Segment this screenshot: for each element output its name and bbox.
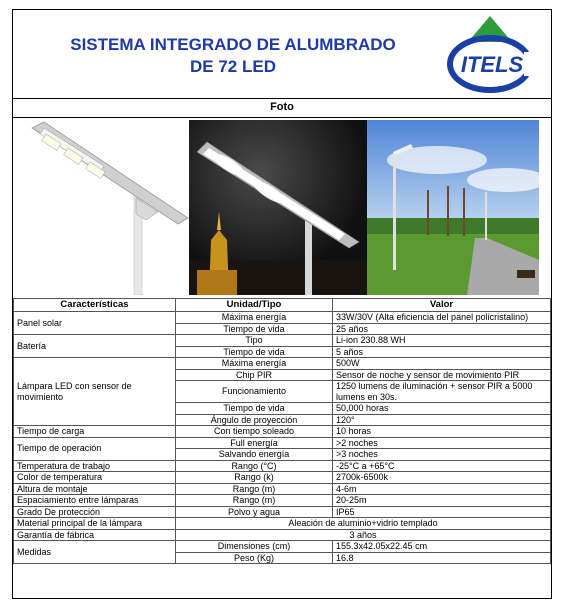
cell-value: Aleación de aluminio+vidrio templado: [176, 518, 551, 530]
cell-value: Sensor de noche y sensor de movimiento PIR: [333, 369, 551, 381]
cell-unit: Full energía: [176, 437, 333, 449]
lamp-night-photo: [189, 120, 367, 295]
spec-table: [13, 298, 551, 564]
cell-unit: Tiempo de vida: [176, 346, 333, 358]
table-row: [14, 426, 551, 438]
cell-unit: Funcionamiento: [176, 381, 333, 403]
logo-text: ITELS: [460, 52, 524, 77]
lamp-park-photo: [367, 120, 539, 295]
table-row: [14, 460, 551, 472]
table-row: [14, 529, 551, 541]
cell-value: >2 noches: [333, 437, 551, 449]
page-title: [33, 34, 433, 78]
cell-unit: Tiempo de vida: [176, 403, 333, 415]
cell-value: 33W/30V (Alta eficiencia del panel policristalino): [333, 312, 551, 324]
row-label-color: Color de temperatura: [14, 472, 176, 484]
spec-sheet: [12, 9, 552, 599]
cell-value: 5 años: [333, 346, 551, 358]
title-line-2: DE 72 LED: [190, 57, 276, 76]
cell-unit: Rango (m): [176, 495, 333, 507]
cell-value: 3 años: [176, 529, 551, 541]
header: [13, 10, 551, 99]
cell-unit: Tipo: [176, 335, 333, 347]
cell-unit: Máxima energía: [176, 312, 333, 324]
table-row: [14, 541, 551, 553]
row-label-bateria: Batería: [14, 335, 176, 358]
cell-value: [333, 381, 551, 403]
row-label-altura: Altura de montaje: [14, 483, 176, 495]
row-label-garantia: Garantía de fábrica: [14, 529, 176, 541]
table-row: [14, 312, 551, 324]
table-row: [14, 518, 551, 530]
cell-unit: Rango (m): [176, 483, 333, 495]
table-header-row: [14, 299, 551, 312]
value-line-1: 1250 lumens de iluminación + sensor PIR a 5000: [336, 381, 533, 391]
row-label-material: Material principal de la lámpara: [14, 518, 176, 530]
cell-unit: Máxima energía: [176, 358, 333, 370]
cell-unit: Tiempo de vida: [176, 323, 333, 335]
photo-section-label: Foto: [13, 98, 551, 118]
cell-unit: Rango (°C): [176, 460, 333, 472]
table-row: [14, 495, 551, 507]
cell-unit: Con tiempo soleado: [176, 426, 333, 438]
cell-value: 16.8: [333, 552, 551, 564]
cell-value: >3 noches: [333, 449, 551, 461]
table-row: [14, 437, 551, 449]
header-valor: Valor: [333, 299, 551, 312]
table-row: [14, 335, 551, 347]
table-row: [14, 472, 551, 484]
cell-unit: Salvando energía: [176, 449, 333, 461]
cell-value: 120°: [333, 414, 551, 426]
table-row: [14, 506, 551, 518]
header-caracteristicas: Características: [14, 299, 176, 312]
lamp-product-photo: [18, 120, 190, 295]
row-label-temp: Temperatura de trabajo: [14, 460, 176, 472]
title-line-1: SISTEMA INTEGRADO DE ALUMBRADO: [70, 35, 396, 54]
cell-value: -25°C a +65°C: [333, 460, 551, 472]
cell-value: 500W: [333, 358, 551, 370]
cell-value: 2700k-6500k: [333, 472, 551, 484]
row-label-espacio: Espaciamiento entre lámparas: [14, 495, 176, 507]
row-label-medidas: Medidas: [14, 541, 176, 564]
photo-strip: [13, 118, 551, 299]
value-line-2: lumens en 30s.: [336, 391, 398, 402]
header-unidad-tipo: Unidad/Tipo: [176, 299, 333, 312]
cell-value: 4-6m: [333, 483, 551, 495]
row-label-operacion: Tiempo de operación: [14, 437, 176, 460]
row-label-carga: Tiempo de carga: [14, 426, 176, 438]
row-label-grado: Grado De protección: [14, 506, 176, 518]
table-row: [14, 483, 551, 495]
itels-logo: [446, 14, 534, 94]
cell-value: 50,000 horas: [333, 403, 551, 415]
cell-unit: Peso (Kg): [176, 552, 333, 564]
row-label-lampara: Lámpara LED con sensor de movimiento: [14, 358, 176, 426]
cell-unit: Polvo y agua: [176, 506, 333, 518]
cell-value: 25 años: [333, 323, 551, 335]
cell-unit: Rango (k): [176, 472, 333, 484]
row-label-panel-solar: Panel solar: [14, 312, 176, 335]
cell-value: 20-25m: [333, 495, 551, 507]
cell-value: 10 horas: [333, 426, 551, 438]
table-row: [14, 358, 551, 370]
cell-value: IP65: [333, 506, 551, 518]
cell-unit: Chip PIR: [176, 369, 333, 381]
cell-value: 155.3x42.05x22.45 cm: [333, 541, 551, 553]
cell-unit: Ángulo de proyección: [176, 414, 333, 426]
cell-value: Li-ion 230.88 WH: [333, 335, 551, 347]
cell-unit: Dimensiones (cm): [176, 541, 333, 553]
